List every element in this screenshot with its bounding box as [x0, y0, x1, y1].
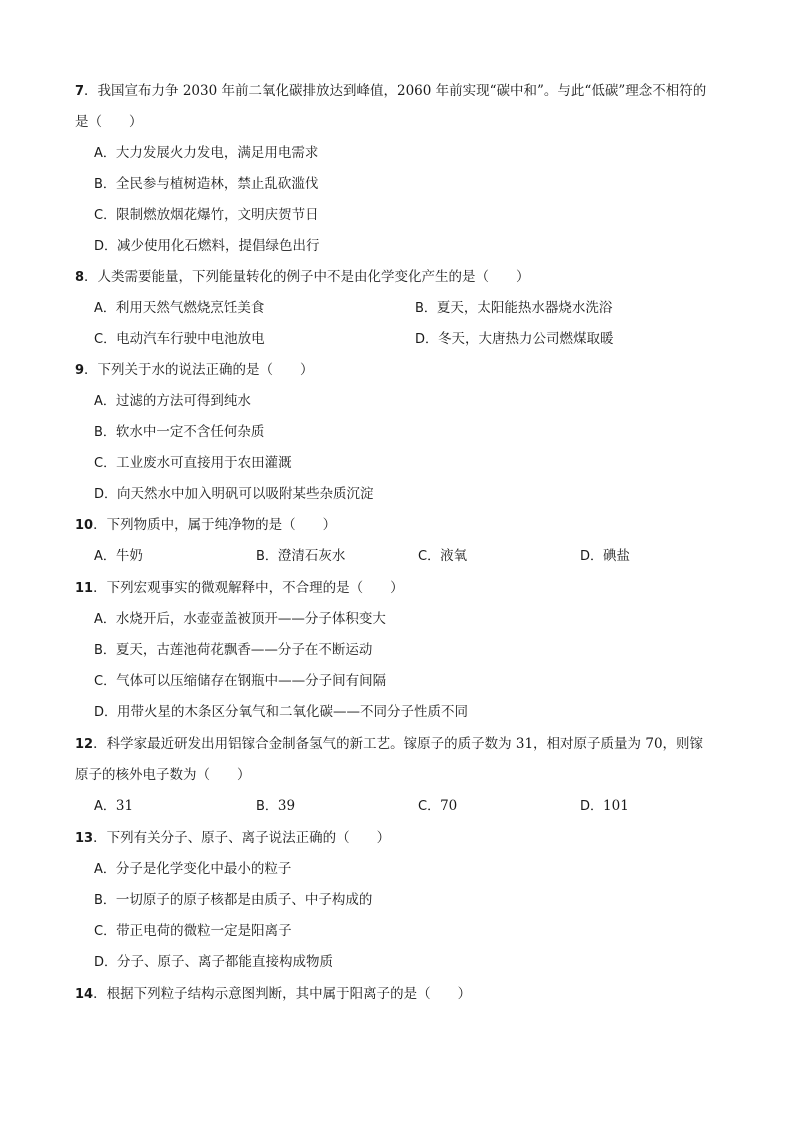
question-stem: 9．下列关于水的说法正确的是（ ） [75, 362, 314, 378]
question-8 [75, 262, 755, 355]
question-stem: 10．下列物质中，属于纯净物的是（ ） [75, 517, 337, 533]
option-d[interactable]: D．冬天，大唐热力公司燃煤取暖 [415, 331, 614, 347]
option-b[interactable]: B．夏天，古莲池荷花飘香——分子在不断运动 [94, 642, 373, 658]
option-d[interactable]: D．用带火星的木条区分氧气和二氧化碳——不同分子性质不同 [94, 704, 469, 720]
question-stem: 12．科学家最近研发出用铝镓合金制备氢气的新工艺。镓原子的质子数为 31，相对原子质量为 70，则镓 [75, 736, 704, 752]
options-list [75, 791, 755, 822]
question-stem: 11．下列宏观事实的微观解释中，不合理的是（ ） [75, 580, 404, 596]
option-d[interactable]: D．101 [580, 798, 629, 814]
option-a[interactable]: A．31 [94, 798, 134, 814]
question-7 [75, 76, 755, 262]
option-d[interactable]: D．碘盐 [580, 548, 631, 564]
options-row [75, 541, 755, 572]
option-c[interactable]: C．液氧 [418, 548, 468, 564]
question-number: 9 [75, 363, 85, 378]
options-row [75, 324, 755, 355]
option-a[interactable]: A．利用天然气燃烧烹饪美食 [94, 300, 265, 316]
question-stem-continued: 是（ ） [75, 114, 143, 130]
question-13 [75, 823, 755, 978]
options-list [75, 604, 755, 728]
question-stem: 14．根据下列粒子结构示意图判断，其中属于阳离子的是（ ） [75, 986, 472, 1002]
question-14 [75, 979, 755, 1010]
options-row [75, 791, 755, 822]
question-number: 13 [75, 831, 94, 846]
question-stem: 7．我国宣布力争 2030 年前二氧化碳排放达到峰值，2060 年前实现“碳中和”。与此“低碳”理念不相符的 [75, 83, 707, 99]
option-b[interactable]: B．39 [256, 798, 296, 814]
question-9 [75, 355, 755, 510]
option-b[interactable]: B．全民参与植树造林，禁止乱砍滥伐 [94, 176, 319, 192]
option-b[interactable]: B．一切原子的原子核都是由质子、中子构成的 [94, 892, 373, 908]
option-d[interactable]: D．分子、原子、离子都能直接构成物质 [94, 954, 334, 970]
question-stem: 13．下列有关分子、原子、离子说法正确的（ ） [75, 830, 391, 846]
option-b[interactable]: B．夏天，太阳能热水器烧水洗浴 [415, 300, 613, 316]
question-number: 7 [75, 84, 85, 99]
option-c[interactable]: C．限制燃放烟花爆竹，文明庆贺节日 [94, 207, 319, 223]
option-a[interactable]: A．分子是化学变化中最小的粒子 [94, 861, 292, 877]
question-number: 12 [75, 737, 94, 752]
option-c[interactable]: C．气体可以压缩储存在钢瓶中——分子间有间隔 [94, 673, 387, 689]
question-number: 11 [75, 581, 94, 596]
option-c[interactable]: C．带正电荷的微粒一定是阳离子 [94, 923, 292, 939]
options-list [75, 138, 755, 262]
option-b[interactable]: B．软水中一定不含任何杂质 [94, 424, 265, 440]
options-row [75, 293, 755, 324]
option-a[interactable]: A．牛奶 [94, 548, 143, 564]
question-number: 10 [75, 518, 94, 533]
options-list [75, 293, 755, 355]
question-number: 8 [75, 270, 85, 285]
question-10 [75, 510, 755, 572]
question-stem-continued: 原子的核外电子数为（ ） [75, 767, 251, 783]
question-stem: 8．人类需要能量，下列能量转化的例子中不是由化学变化产生的是（ ） [75, 269, 530, 285]
option-b[interactable]: B．澄清石灰水 [256, 548, 346, 564]
option-d[interactable]: D．向天然水中加入明矾可以吸附某些杂质沉淀 [94, 486, 374, 502]
question-12 [75, 729, 755, 822]
option-a[interactable]: A．过滤的方法可得到纯水 [94, 393, 251, 409]
question-11 [75, 573, 755, 728]
option-d[interactable]: D．减少使用化石燃料，提倡绿色出行 [94, 238, 320, 254]
option-c[interactable]: C．70 [418, 798, 458, 814]
options-list [75, 541, 755, 572]
option-c[interactable]: C．电动汽车行驶中电池放电 [94, 331, 265, 347]
option-c[interactable]: C．工业废水可直接用于农田灌溉 [94, 455, 292, 471]
option-a[interactable]: A．水烧开后，水壶壶盖被顶开——分子体积变大 [94, 611, 386, 627]
option-a[interactable]: A．大力发展火力发电，满足用电需求 [94, 145, 319, 161]
question-number: 14 [75, 987, 94, 1002]
options-list [75, 854, 755, 978]
options-list [75, 386, 755, 510]
